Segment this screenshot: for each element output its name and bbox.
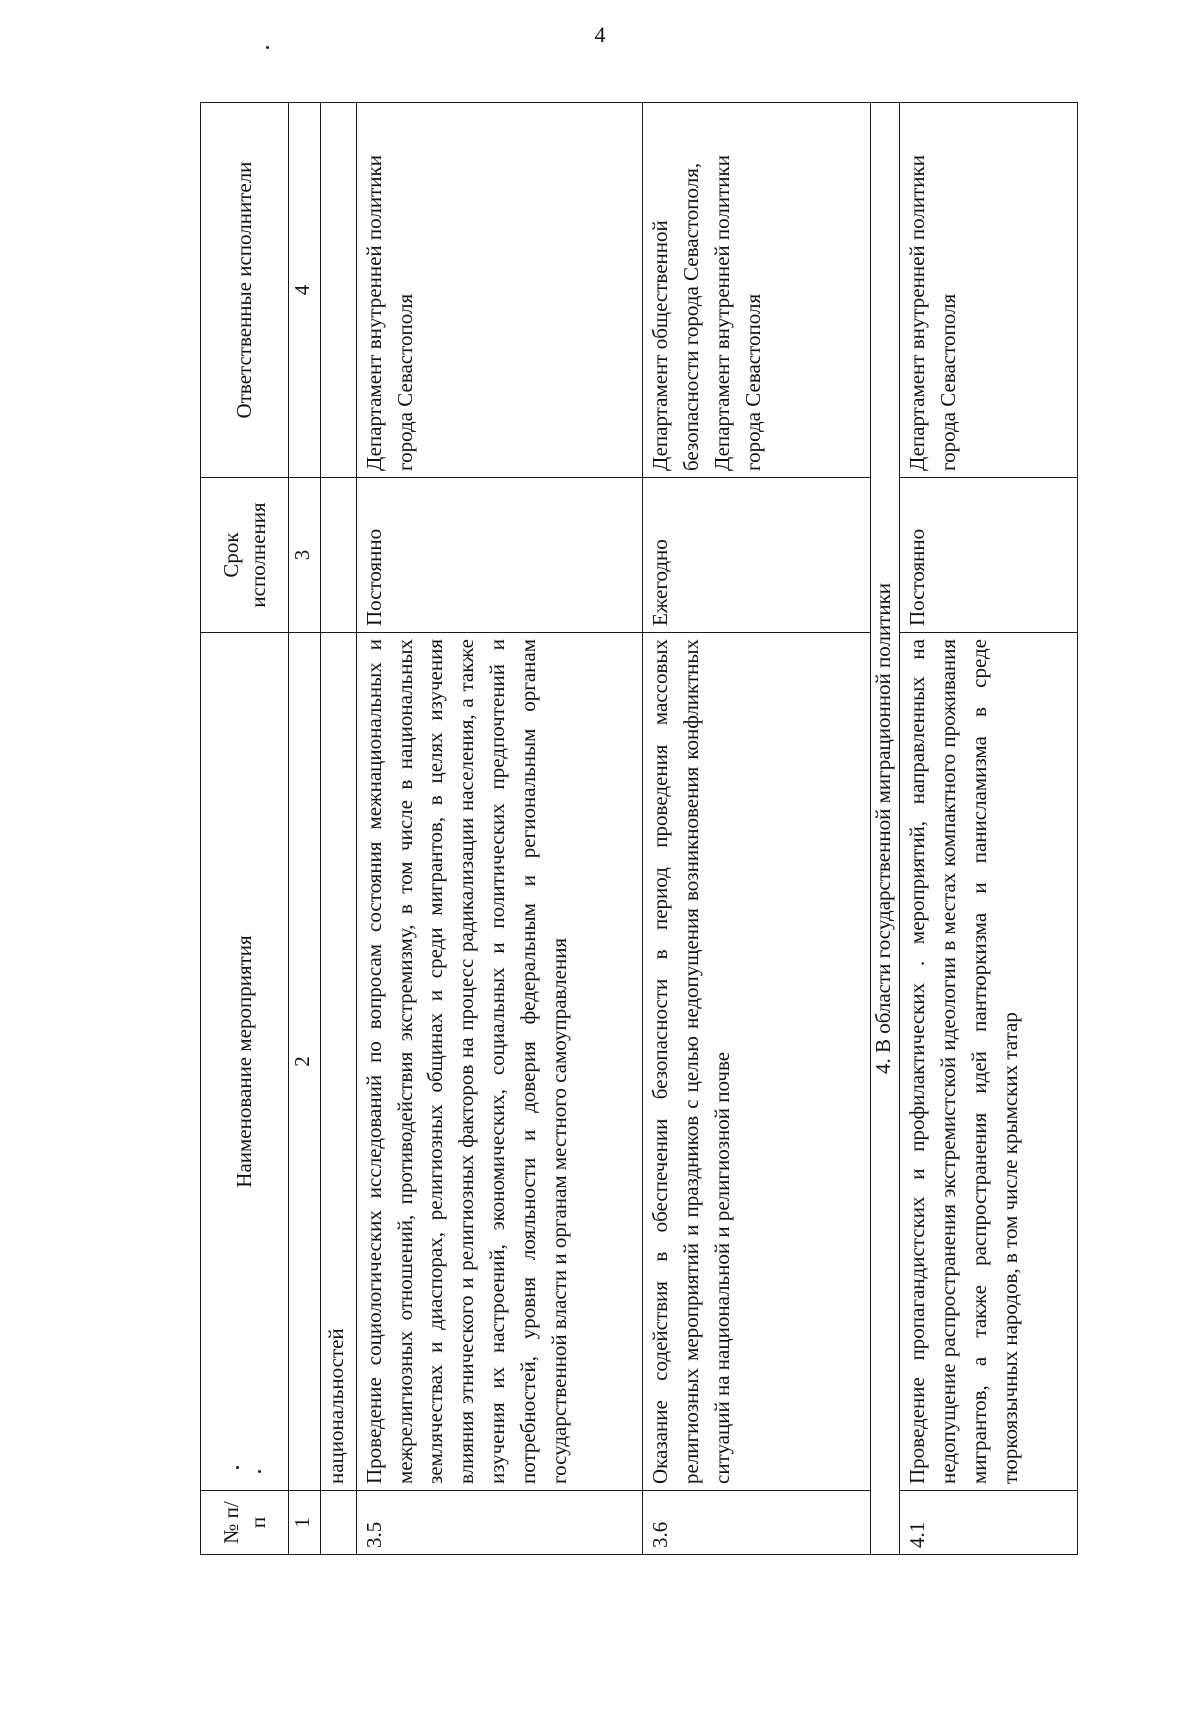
deadline: Постоянно — [900, 478, 1078, 633]
table-row — [900, 103, 1078, 1555]
activity-name: Проведение социологических исследований по вопросам состояния межнациональных и межрелигиозных отношений, противодействия экстремизму, в том числе в национальных землячествах и диаспорах, религиозных общинах и среди мигрантов, в целях изучения влияния этнического и религиозных факторов на процесс радикализации населения, а также изучения их настроений, экономических, социальных и политических предпочтений и потребностей, уровня лояльности и доверия федеральным и региональным органам государственной власти и органам местного самоуправления — [356, 633, 643, 1491]
section-heading-row — [870, 103, 899, 1555]
continuation-text: национальностей — [320, 633, 356, 1491]
activity-name: Проведение пропагандистских и профилактических . мероприятий, направленных на недопущение распространения экстремистской идеологии в местах компактного проживания мигрантов, а также распространения идей пантюркизма и панисламизма в среде тюркоязычных народов, в том числе крымских татар — [900, 633, 1078, 1491]
table-row — [356, 103, 643, 1555]
page-number: 4 — [594, 22, 606, 47]
deadline: Ежегодно — [643, 478, 871, 633]
deadline: Постоянно — [356, 478, 643, 633]
executor: Департамент общественной безопасности города Севастополя, Департамент внутренней политики города Севастополя — [643, 103, 871, 478]
column-number: 1 — [289, 1491, 321, 1555]
table-header-row — [201, 103, 289, 1555]
empty-cell — [320, 103, 356, 478]
table-row — [643, 103, 871, 1555]
column-numbers-row — [289, 103, 321, 1555]
action-plan-table — [200, 102, 1078, 1555]
header-number: № п/п — [201, 1491, 289, 1555]
column-number: 2 — [289, 633, 321, 1491]
row-number: 3.6 — [643, 1491, 871, 1555]
empty-cell — [320, 1491, 356, 1555]
column-number: 3 — [289, 478, 321, 633]
row-number: 4.1 — [900, 1491, 1078, 1555]
scan-speck — [266, 46, 269, 49]
executor: Департамент внутренней политики города Севастополя — [356, 103, 643, 478]
header-activity-name: Наименование мероприятия — [201, 633, 289, 1491]
activity-name: Оказание содействия в обеспечении безопасности в период проведения массовых религиозных мероприятий и праздников с целью недопущения возникновения конфликтных ситуаций на национальной и религиозной почве — [643, 633, 871, 1491]
executor: Департамент внутренней политики города Севастополя — [900, 103, 1078, 478]
rotated-table-container — [200, 103, 1078, 1555]
empty-cell — [320, 478, 356, 633]
header-executors: Ответственные исполнители — [201, 103, 289, 478]
section-heading: 4. В области государственной миграционной политики — [870, 103, 899, 1555]
row-number: 3.5 — [356, 1491, 643, 1555]
continuation-row — [320, 103, 356, 1555]
column-number: 4 — [289, 103, 321, 478]
header-deadline: Срок исполнения — [201, 478, 289, 633]
